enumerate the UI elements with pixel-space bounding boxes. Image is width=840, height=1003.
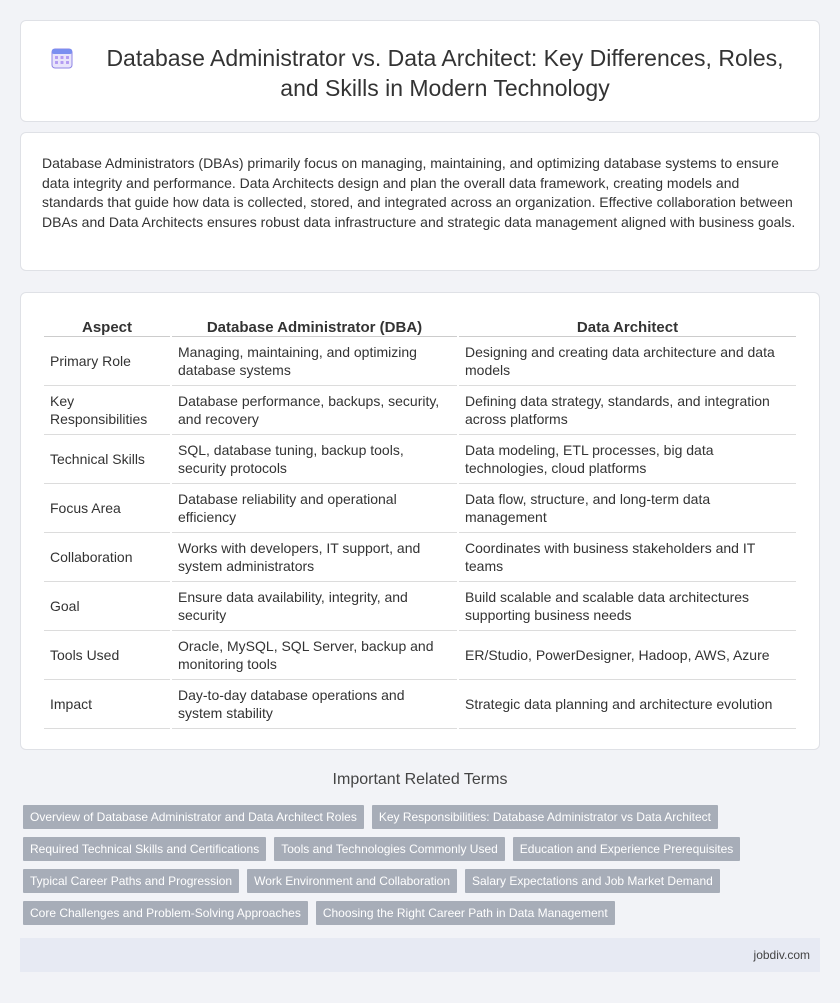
related-terms-tags [23,805,823,933]
aspect-cell: Collaboration [44,533,170,582]
aspect-cell: Focus Area [44,484,170,533]
dba-cell: Database reliability and operational efficiency [172,484,457,533]
related-term-tag[interactable]: Typical Career Paths and Progression [23,869,239,893]
architect-cell: Build scalable and scalable data architectures supporting business needs [459,582,796,631]
architect-cell: Coordinates with business stakeholders and IT teams [459,533,796,582]
related-term-tag[interactable]: Choosing the Right Career Path in Data Management [316,901,615,925]
intro-card [20,132,820,271]
related-term-tag[interactable]: Salary Expectations and Job Market Demand [465,869,720,893]
table-row [44,484,796,533]
page-title: Database Administrator vs. Data Architect: Key Differences, Roles, and Skills in Modern Technology [106,45,784,101]
architect-cell: Data flow, structure, and long-term data management [459,484,796,533]
tag-row [23,837,823,861]
tag-row [23,901,823,925]
related-term-tag[interactable]: Core Challenges and Problem-Solving Approaches [23,901,308,925]
comparison-table [42,315,798,729]
architect-cell: Data modeling, ETL processes, big data technologies, cloud platforms [459,435,796,484]
dba-cell: Works with developers, IT support, and system administrators [172,533,457,582]
footer [20,938,820,972]
footer-site-link[interactable]: jobdiv.com [753,948,810,962]
table-row [44,680,796,729]
table-row [44,337,796,386]
intro-paragraph: Database Administrators (DBAs) primarily focus on managing, maintaining, and optimizing database systems to ensure data integrity and performance. Data Architects design and plan the overall data framework, creating models and standards that guide how data is collected, stored, and integrated across an organization. Effective collaboration between DBAs and Data Architects ensures robust data infrastructure and strategic data management aligned with business goals. [42,155,796,230]
table-row [44,631,796,680]
table-row [44,533,796,582]
aspect-cell: Tools Used [44,631,170,680]
architect-cell: Strategic data planning and architecture evolution [459,680,796,729]
aspect-cell: Primary Role [44,337,170,386]
related-term-tag[interactable]: Tools and Technologies Commonly Used [274,837,505,861]
aspect-cell: Technical Skills [44,435,170,484]
dba-cell: Database performance, backups, security, and recovery [172,386,457,435]
related-term-tag[interactable]: Education and Experience Prerequisites [513,837,740,861]
table-row [44,435,796,484]
dba-cell: Ensure data availability, integrity, and security [172,582,457,631]
related-term-tag[interactable]: Work Environment and Collaboration [247,869,457,893]
related-terms-title: Important Related Terms [332,771,508,788]
dba-cell: Oracle, MySQL, SQL Server, backup and monitoring tools [172,631,457,680]
architect-cell: ER/Studio, PowerDesigner, Hadoop, AWS, Azure [459,631,796,680]
dba-cell: Day-to-day database operations and system stability [172,680,457,729]
architect-cell: Defining data strategy, standards, and integration across platforms [459,386,796,435]
table-row [44,386,796,435]
header-aspect: Aspect [44,315,170,337]
aspect-cell: Impact [44,680,170,729]
related-term-tag[interactable]: Required Technical Skills and Certifications [23,837,266,861]
header-card [20,20,820,122]
tag-row [23,869,823,893]
dba-cell: Managing, maintaining, and optimizing database systems [172,337,457,386]
comparison-card [20,292,820,750]
header-dba: Database Administrator (DBA) [172,315,457,337]
tag-row [23,805,823,829]
table-header-row [44,315,796,337]
architect-cell: Designing and creating data architecture and data models [459,337,796,386]
related-term-tag[interactable]: Overview of Database Administrator and Data Architect Roles [23,805,364,829]
header-data-architect: Data Architect [459,315,796,337]
aspect-cell: Key Responsibilities [44,386,170,435]
aspect-cell: Goal [44,582,170,631]
related-term-tag[interactable]: Key Responsibilities: Database Administrator vs Data Architect [372,805,718,829]
dba-cell: SQL, database tuning, backup tools, security protocols [172,435,457,484]
table-row [44,582,796,631]
